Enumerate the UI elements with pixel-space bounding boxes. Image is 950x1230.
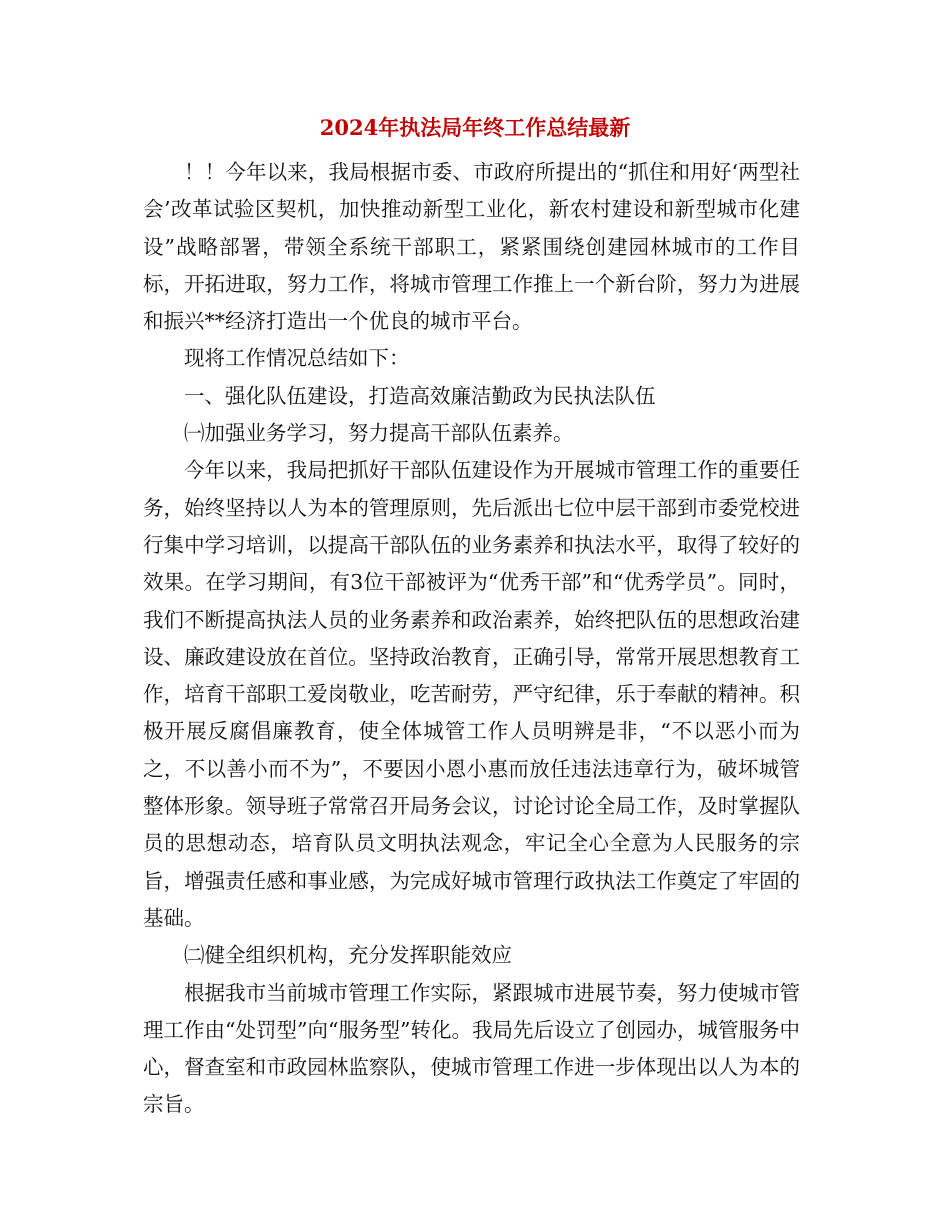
document-body bbox=[143, 154, 800, 1124]
paragraph-team-building: 今年以来，我局把抓好干部队伍建设作为开展城市管理工作的重要任务，始终坚持以人为本的管理原则，先后派出七位中层干部到市委党校进行集中学习培训，以提高干部队伍的业务素养和执法水平，取得了较好的效果。在学习期间，有3位干部被评为“优秀干部”和“优秀学员”。同时，我们不断提高执法人员的业务素养和政治素养，始终把队伍的思想政治建设、廉政建设放在首位。坚持政治教育，正确引导，常常开展思想教育工作，培育干部职工爱岗敬业，吃苦耐劳，严守纪律，乐于奉献的精神。积极开展反腐倡廉教育，使全体城管工作人员明辨是非，“不以恶小而为之，不以善小而不为”，不要因小恩小惠而放任违法违章行为，破坏城管整体形象。领导班子常常召开局务会议，讨论讨论全局工作，及时掌握队员的思想动态，培育队员文明执法观念，牢记全心全意为人民服务的宗旨，增强责任感和事业感，为完成好城市管理行政执法工作奠定了牢固的基础。 bbox=[143, 458, 800, 930]
subsection-heading-2: ㈡健全组织机构，充分发挥职能效应 bbox=[184, 943, 512, 968]
paragraph-summary-lead: 现将工作情况总结如下： bbox=[184, 346, 410, 371]
paragraph-organization: 根据我市当前城市管理工作实际，紧跟城市进展节奏，努力使城市管理工作由“处罚型”向“服务型”转化。我局先后设立了创园办，城管服务中心，督查室和市政园林监察队，使城市管理工作进一步体现出以人为本的宗旨。 bbox=[143, 980, 800, 1117]
paragraph-intro: ！！今年以来，我局根据市委、市政府所提出的“抓住和用好‘两型社会’改革试验区契机，加快推动新型工业化，新农村建设和新型城市化建设”战略部署，带领全系统干部职工，紧紧围绕创建园林城市的工作目标，开拓进取，努力工作，将城市管理工作推上一个新台阶，努力为进展和振兴**经济打造出一个优良的城市平台。 bbox=[143, 160, 800, 334]
section-heading-1: 一、强化队伍建设，打造高效廉洁勤政为民执法队伍 bbox=[184, 383, 656, 408]
document-title: 2024年执法局年终工作总结最新 bbox=[319, 115, 631, 140]
subsection-heading-1: ㈠加强业务学习，努力提高干部队伍素养。 bbox=[184, 421, 574, 446]
